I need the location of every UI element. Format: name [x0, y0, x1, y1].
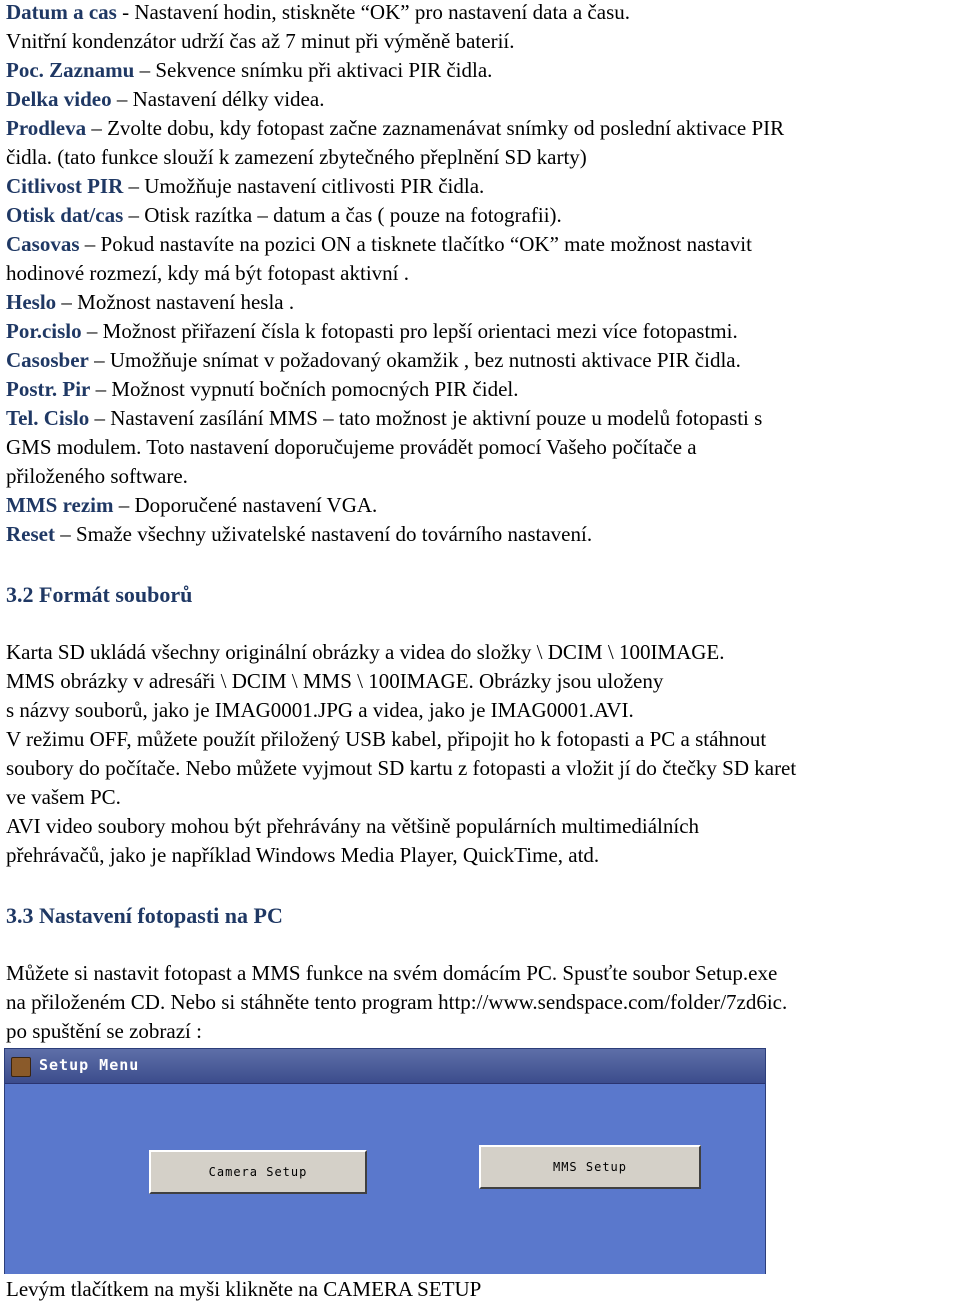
setup-menu-window — [4, 1048, 766, 1274]
setting-continuation — [6, 259, 409, 288]
footer-instruction: Levým tlačítkem na myši klikněte na CAMERA SETUP — [6, 1277, 482, 1301]
setting-label: Citlivost PIR — [6, 174, 124, 198]
setting-prodleva — [6, 114, 784, 143]
setting-por-cislo — [6, 317, 738, 346]
setting-continuation — [6, 462, 188, 491]
setting-casovas — [6, 230, 752, 259]
setting-label: Casosber — [6, 348, 89, 372]
setting-text: hodinové rozmezí, kdy má být fotopast aktivní . — [6, 261, 409, 285]
paragraph-line: Karta SD ukládá všechny originální obrázky a videa do složky \ DCIM \ 100IMAGE. — [6, 640, 725, 664]
paragraph-line: s názvy souborů, jako je IMAG0001.JPG a videa, jako je IMAG0001.AVI. — [6, 698, 634, 722]
window-title: Setup Menu — [39, 1056, 140, 1074]
paragraph-line: po spuštění se zobrazí : — [6, 1019, 202, 1043]
paragraph-line: MMS obrázky v adresáři \ DCIM \ MMS \ 100IMAGE. Obrázky jsou uloženy — [6, 669, 664, 693]
setting-text: – Doporučené nastavení VGA. — [113, 493, 378, 517]
setting-continuation — [6, 433, 697, 462]
setting-text: – Pokud nastavíte na pozici ON a tisknete tlačítko “OK” mate možnost nastavit — [79, 232, 752, 256]
setting-label: Tel. Cislo — [6, 406, 90, 430]
setting-text: – Možnost vypnutí bočních pomocných PIR čidel. — [90, 377, 519, 401]
setting-delka-video — [6, 85, 324, 114]
setting-label: Datum a cas — [6, 0, 117, 24]
setting-label: Otisk dat/cas — [6, 203, 124, 227]
setting-casosber — [6, 346, 741, 375]
setting-heslo — [6, 288, 294, 317]
paragraph-line: Můžete si nastavit fotopast a MMS funkce na svém domácím PC. Spusťte soubor Setup.exe — [6, 961, 778, 985]
setting-text: - Nastavení hodin, stiskněte “OK” pro nastavení data a času. — [116, 0, 630, 24]
mms-setup-button[interactable]: MMS Setup — [479, 1145, 701, 1189]
setting-label: Poc. Zaznamu — [6, 58, 135, 82]
camera-setup-button[interactable]: Camera Setup — [149, 1150, 367, 1194]
setting-text: GMS modulem. Toto nastavení doporučujeme provádět pomocí Vašeho počítače a — [6, 435, 697, 459]
setting-label: MMS rezim — [6, 493, 114, 517]
setting-text: – Umožňuje snímat v požadovaný okamžik , bez nutnosti aktivace PIR čidla. — [88, 348, 741, 372]
setting-label: Delka video — [6, 87, 112, 111]
setting-text: Vnitřní kondenzátor udrží čas až 7 minut při výměně baterií. — [6, 29, 515, 53]
section-heading-formats: 3.2 Formát souborů — [6, 582, 193, 607]
setting-continuation — [6, 27, 515, 56]
setting-label: Casovas — [6, 232, 80, 256]
setting-mms-rezim — [6, 491, 377, 520]
paragraph-line: přehrávačů, jako je například Windows Media Player, QuickTime, atd. — [6, 843, 600, 867]
setting-datum-a-cas — [6, 0, 630, 27]
setting-text: – Otisk razítka – datum a čas ( pouze na fotografii). — [123, 203, 562, 227]
setting-text: – Sekvence snímku při aktivaci PIR čidla. — [134, 58, 493, 82]
setting-label: Prodleva — [6, 116, 87, 140]
setting-text: – Nastavení délky videa. — [111, 87, 325, 111]
setting-citlivost-pir — [6, 172, 484, 201]
setting-text: – Umožňuje nastavení citlivosti PIR čidla. — [123, 174, 485, 198]
setting-label: Heslo — [6, 290, 57, 314]
section-heading-pc-setup: 3.3 Nastavení fotopasti na PC — [6, 903, 283, 928]
setting-text: – Smaže všechny uživatelské nastavení do továrního nastavení. — [54, 522, 593, 546]
setting-continuation — [6, 143, 587, 172]
setting-text: přiloženého software. — [6, 464, 188, 488]
setting-text: – Možnost přiřazení čísla k fotopasti pro lepší orientaci mezi více fotopastmi. — [81, 319, 738, 343]
setting-otisk-dat-cas — [6, 201, 562, 230]
setting-reset — [6, 520, 592, 549]
setting-label: Postr. Pir — [6, 377, 91, 401]
setting-text: – Nastavení zasílání MMS – tato možnost je aktivní pouze u modelů fotopasti s — [89, 406, 763, 430]
setting-poc-zaznamu — [6, 56, 492, 85]
window-titlebar — [5, 1049, 765, 1084]
app-icon — [11, 1057, 31, 1077]
paragraph-line: V režimu OFF, můžete použít přiložený USB kabel, připojit ho k fotopasti a PC a stáhnout — [6, 727, 767, 751]
setting-label: Reset — [6, 522, 55, 546]
paragraph-line: ve vašem PC. — [6, 785, 121, 809]
paragraph-line: na přiloženém CD. Nebo si stáhněte tento program http://www.sendspace.com/folder/7zd6ic. — [6, 990, 788, 1014]
setting-tel-cislo — [6, 404, 762, 433]
paragraph-line: soubory do počítače. Nebo můžete vyjmout SD kartu z fotopasti a vložit jí do čtečky SD karet — [6, 756, 797, 780]
setting-text: čidla. (tato funkce slouží k zamezení zbytečného přeplnění SD karty) — [6, 145, 587, 169]
setting-postr-pir — [6, 375, 519, 404]
setting-label: Por.cislo — [6, 319, 82, 343]
setting-text: – Zvolte dobu, kdy fotopast začne zaznamenávat snímky od poslední aktivace PIR — [86, 116, 785, 140]
setting-text: – Možnost nastavení hesla . — [56, 290, 295, 314]
paragraph-line: AVI video soubory mohou být přehrávány na většině populárních multimediálních — [6, 814, 700, 838]
